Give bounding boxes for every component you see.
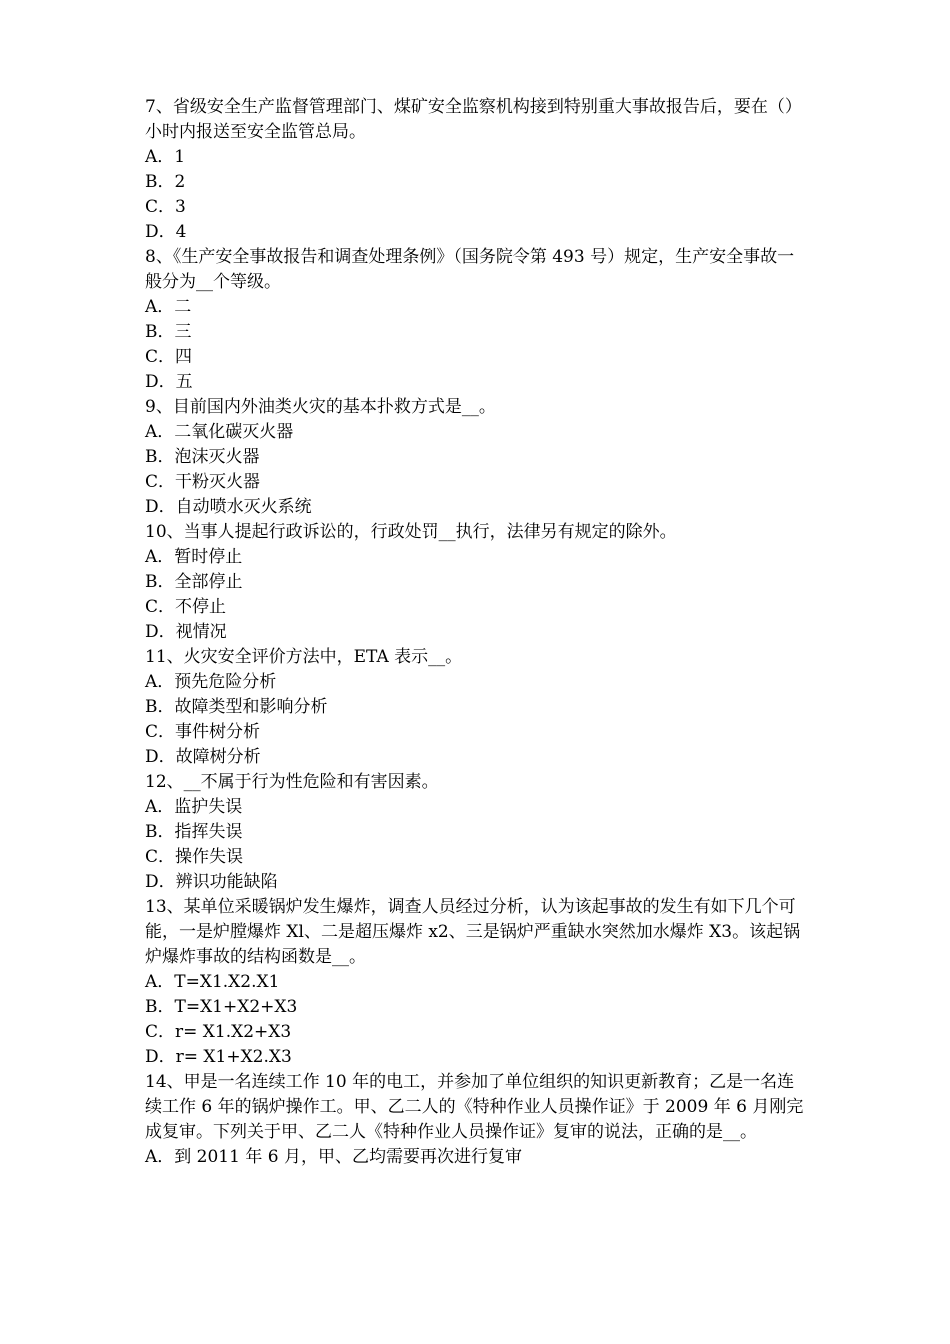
option-d: D．自动喷水灭火系统	[145, 497, 312, 517]
question-text: 7、省级安全生产监督管理部门、煤矿安全监察机构接到特别重大事故报告后，要在（）小时内报送至安全监管总局。	[145, 97, 802, 142]
document-page	[145, 95, 810, 1170]
option-c: C．不停止	[145, 597, 227, 617]
option-a: A．到 2011 年 6 月，甲、乙均需要再次进行复审	[145, 1147, 522, 1167]
option-a: A．预先危险分析	[145, 672, 277, 692]
question-text: 11、火灾安全评价方法中，ETA 表示__。	[145, 647, 463, 667]
question-12	[145, 770, 810, 895]
option-a: A．监护失误	[145, 797, 243, 817]
option-b: B．泡沫灭火器	[145, 447, 260, 467]
question-text: 14、甲是一名连续工作 10 年的电工，并参加了单位组织的知识更新教育；乙是一名连续工作 6 年的锅炉操作工。甲、乙二人的《特种作业人员操作证》于 2009 年 6 月刚完成复审。下列关于甲、乙二人《特种作业人员操作证》复审的说法，正确的是__。	[145, 1072, 804, 1142]
question-14	[145, 1070, 810, 1170]
option-c: C．r= X1.X2+X3	[145, 1022, 292, 1042]
question-10	[145, 520, 810, 645]
question-text: 13、某单位采暖锅炉发生爆炸，调查人员经过分析，认为该起事故的发生有如下几个可能，一是炉膛爆炸 Xl、二是超压爆炸 x2、三是锅炉严重缺水突然加水爆炸 X3。该起锅炉爆炸事故的结构函数是__。	[145, 897, 801, 967]
option-d: D．故障树分析	[145, 747, 261, 767]
option-d: D．视情况	[145, 622, 227, 642]
question-11	[145, 645, 810, 770]
option-a: A．二氧化碳灭火器	[145, 422, 294, 442]
option-a: A．暂时停止	[145, 547, 243, 567]
question-text: 12、__不属于行为性危险和有害因素。	[145, 772, 439, 792]
option-b: B．全部停止	[145, 572, 243, 592]
option-c: C．操作失误	[145, 847, 244, 867]
question-13	[145, 895, 810, 1070]
question-text: 9、目前国内外油类火灾的基本扑救方式是__。	[145, 397, 496, 417]
option-d: D．r= X1+X2.X3	[145, 1047, 292, 1067]
option-b: B．指挥失误	[145, 822, 243, 842]
option-c: C．干粉灭火器	[145, 472, 261, 492]
option-a: A．二	[145, 297, 192, 317]
question-9	[145, 395, 810, 520]
option-b: B．2	[145, 172, 186, 192]
option-c: C．四	[145, 347, 193, 367]
option-b: B．故障类型和影响分析	[145, 697, 328, 717]
option-a: A．1	[145, 147, 186, 167]
option-d: D．辨识功能缺陷	[145, 872, 278, 892]
question-7	[145, 95, 810, 245]
question-text: 10、当事人提起行政诉讼的，行政处罚__执行，法律另有规定的除外。	[145, 522, 677, 542]
question-text: 8、《生产安全事故报告和调查处理条例》（国务院令第 493 号）规定，生产安全事故一般分为__个等级。	[145, 247, 795, 292]
option-d: D．4	[145, 222, 187, 242]
question-8	[145, 245, 810, 395]
option-c: C．3	[145, 197, 186, 217]
option-c: C．事件树分析	[145, 722, 261, 742]
option-d: D．五	[145, 372, 193, 392]
option-a: A．T=X1.X2.X1	[145, 972, 280, 992]
option-b: B．T=X1+X2+X3	[145, 997, 298, 1017]
option-b: B．三	[145, 322, 192, 342]
